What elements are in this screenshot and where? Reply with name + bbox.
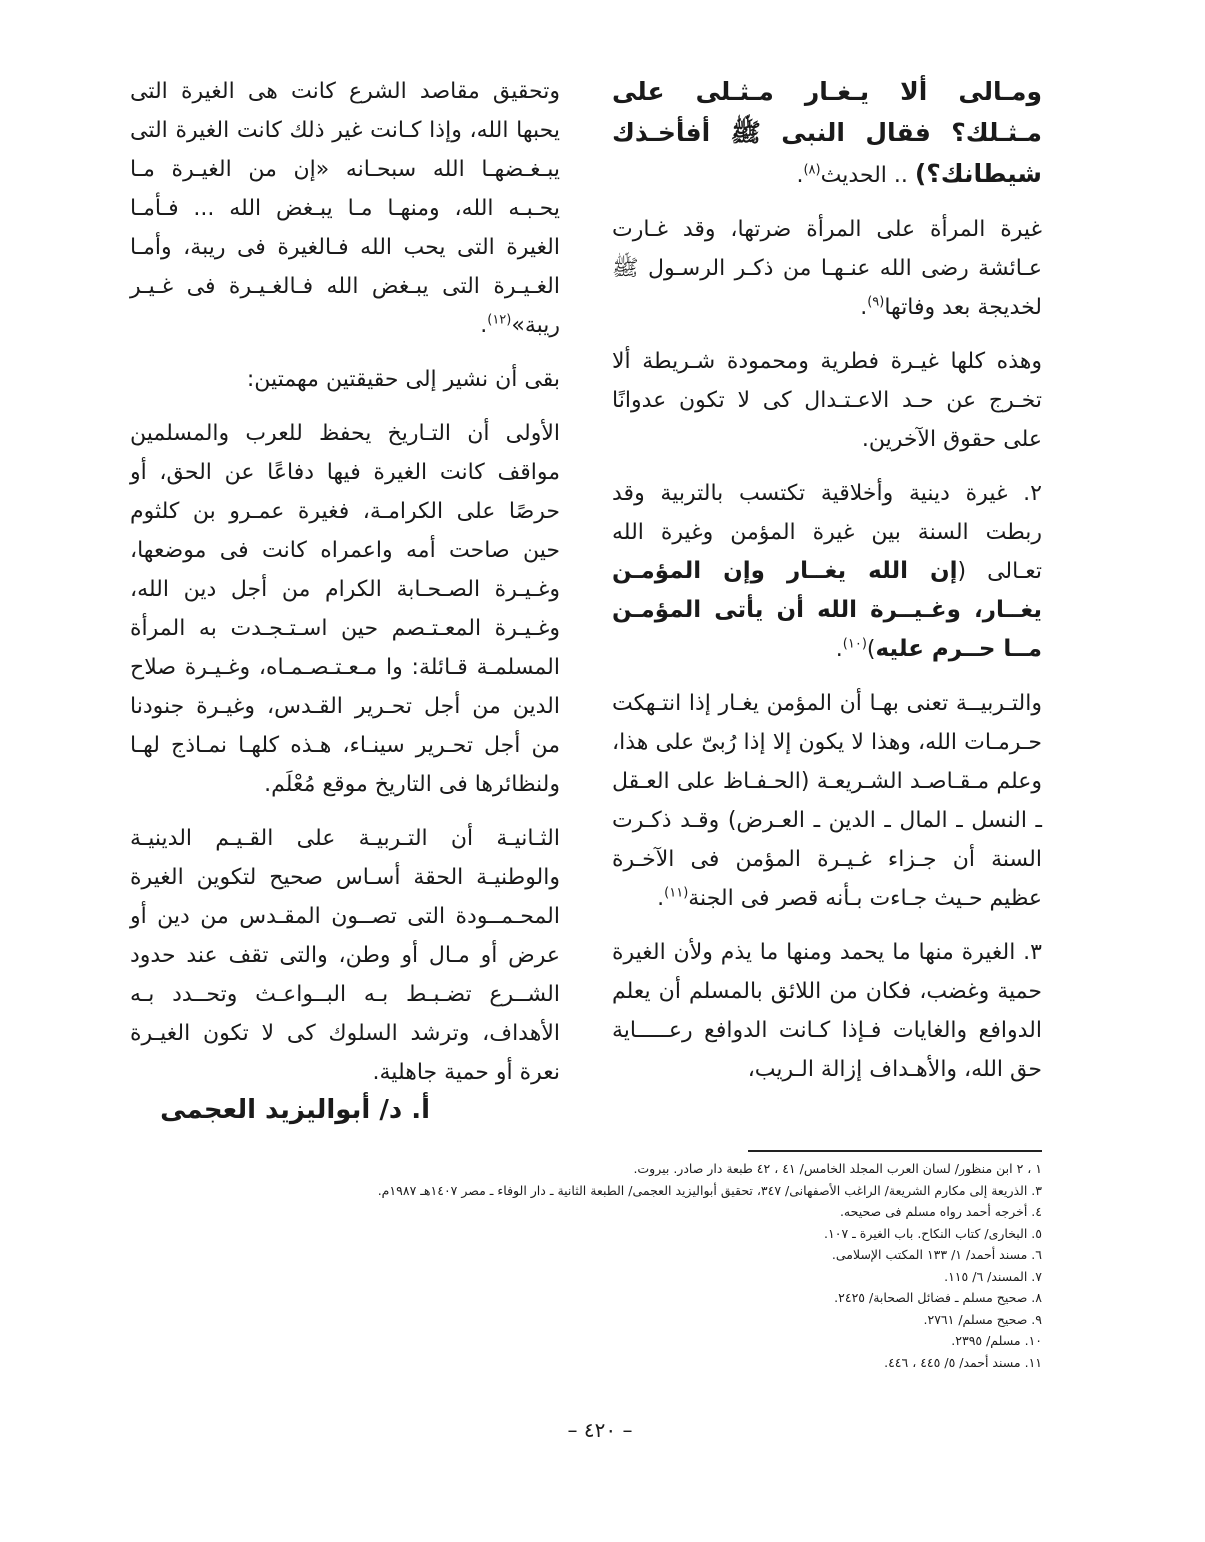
paragraph-text: الأولى أن التـاريخ يحفظ للعرب والمسلمين مواقف كانت الغيرة فيها دفاعًا عن الحق، أو حرصًا على الكرامـة، فغيرة عمـرو بن كلثوم حين صاحت أمه واعمراه كانت فى موضعها، وغـيـرة الصـحـابة الكرام من أجل دين الله، وغـيـرة المعـتـصم حين اسـتـجـدت به المرأة المسلمـة قـائلة: وا مـعـتـصـمـاه، وغـيـرة صلاح الدين من أجل تحـرير القـدس، وغيـرة جنودنا من أجل تحـرير سينـاء، هـذه كلهـا نمـاذج لهـا ولنظائرها فى التاريخ موقع مُعْلَم. [130, 421, 560, 797]
footnote-item: ٥. البخارى/ كتاب النكاح. باب الغيرة ـ ١٠٧. [824, 1225, 1042, 1241]
punctuation: . [835, 637, 843, 662]
hadith-quote: إن الله يغــار وإن المؤمـن يغــار، وغـيــرة الله أن يأتى المؤمـن مــا حــرم عليه [612, 558, 1042, 662]
right-column [612, 72, 1042, 1104]
punctuation: . [860, 295, 868, 320]
footnote-item: ١١. مسند أحمد/ ٥/ ٤٤٥ ، ٤٤٦. [884, 1354, 1042, 1370]
left-column [130, 72, 560, 1107]
paragraph-text: الثـانيـة أن التـربيـة على القـيـم الدينيـة والوطنيـة الحقة أسـاس صحيح لتكوين الغيرة المحـمــودة التى تصــون المقـدس من دين أو عرض أو مـال أو وطن، والتى تقف عند حدود الشــرع تضـبـط بـه البــواعـث وتحــدد بـه الأهداف، وترشد السلوك كى لا تكون الغيـرة نعرة أو حمية جاهلية. [130, 826, 560, 1085]
footnote-ref[interactable]: (١١) [664, 885, 689, 901]
paragraph-text: غيرة المرأة على المرأة ضرتها، وقد غـارت عـائشة رضى الله عنـهـا من ذكـر الرسـول ﷺ لخديجة بعد وفاتها [612, 217, 1042, 320]
hadith-quote: ومـالى ألا يـغـار مـثـلى على مـثـلك؟ فقال النبى ﷺ أفأخـذك شيطانك؟) [612, 77, 1042, 188]
footnote-item: ٤. أخرجه أحمد رواه مسلم فى صحيحه. [839, 1204, 1042, 1219]
footnote-item: ١٠. مسلم/ ٢٣٩٥. [951, 1333, 1042, 1348]
punctuation: . [796, 163, 804, 188]
author-signature: أ. د/ أبواليزيد العجمى [160, 1095, 430, 1125]
paragraph-text: وهذه كلها غيـرة فطرية ومحمودة شـريطة ألا تخـرج عن حـد الاعـتـدال كى لا تكون عدوانًا على حقوق الآخرين. [612, 349, 1042, 452]
footnote-ref[interactable]: (١٠) [842, 636, 867, 652]
paragraph-text: ٢. غيرة دينية وأخلاقية تكتسب بالتربية وقد ربطت السنة بين غيرة المؤمن وغيرة الله تعـالى ( [612, 481, 1042, 584]
paragraph [130, 360, 560, 399]
punctuation: ) [866, 637, 876, 662]
paragraph [612, 72, 1042, 195]
footnote-ref[interactable]: (٨) [803, 162, 821, 178]
footnote-item: ٧. المسند/ ٦/ ١١٥. [944, 1268, 1042, 1284]
footnote-ref[interactable]: (١٢) [487, 312, 512, 328]
footnote-item: ٩. صحيح مسلم/ ٢٧٦١. [923, 1311, 1042, 1327]
punctuation: . [480, 313, 488, 338]
footnote-ref[interactable]: (٩) [867, 294, 885, 310]
paragraph [612, 474, 1042, 669]
paragraph-text: ٣. الغيرة منها ما يحمد ومنها ما يذم ولأن الغيرة حمية وغضب، فكان من اللائق بالمسلم أن يعلم الدوافع والغايات فـإذا كـانت الدوافع رعـــــاية حق الله، والأهـداف إزالة الـريب، [612, 940, 1042, 1082]
paragraph [130, 72, 560, 345]
footnote-item: ٣. الذريعة إلى مكارم الشريعة/ الراغب الأصفهانى/ ٣٤٧، تحقيق أبواليزيد العجمى/ الطبعة الثانية ـ دار الوفاء ـ مصر ١٤٠٧هـ ١٩٨٧م. [377, 1182, 1042, 1198]
footnotes [180, 1158, 1042, 1373]
paragraph [612, 210, 1042, 327]
paragraph [612, 933, 1042, 1089]
footnote-item: ١ ، ٢ ابن منظور/ لسان العرب المجلد الخامس/ ٤١ ، ٤٢ طبعة دار صادر. بيروت. [633, 1161, 1042, 1176]
paragraph [612, 684, 1042, 918]
footnote-item: ٦. مسند أحمد/ ١/ ١٣٣ المكتب الإسلامى. [831, 1247, 1042, 1262]
paragraph-text: .. الحديث [820, 163, 908, 188]
paragraph-text: بقى أن نشير إلى حقيقتين مهمتين: [246, 367, 560, 392]
footnote-item: ٨. صحيح مسلم ـ فضائل الصحابة/ ٢٤٢٥. [834, 1290, 1042, 1305]
paragraph-text: وتحقيق مقاصد الشرع كانت هى الغيرة التى يحبها الله، وإذا كـانت غير ذلك كانت الغيرة التى يبـغـضهـا الله سبحـانه «إن من الغيـرة مـا يحـبـه الله، ومنهـا مـا يبـغض الله ... فـأمـا الغيرة التى يحب الله فـالغيرة فى ريبة، وأمـا الغـيـرة التى يبـغض الله فـالغـيـرة فى غـيـر ريبة» [130, 79, 560, 338]
paragraph [130, 414, 560, 804]
paragraph-text: والتـربيــة تعنى بهـا أن المؤمن يغـار إذا انتـهكت حـرمـات الله، وهذا لا يكون إلا إذا رُبىّ على هذا، وعلم مـقـاصـد الشـريعـة (الحـفـاظ على العـقل ـ النسل ـ المال ـ الدين ـ العـرض) وقـد ذكـرت السنة أن جـزاء غـيـرة المؤمن فى الآخـرة عظيم حـيث جـاءت بـأنه قصر فى الجنة [612, 691, 1042, 911]
page-number: – ٤٢٠ – [567, 1418, 633, 1442]
footnote-divider [748, 1150, 1042, 1152]
paragraph [612, 342, 1042, 459]
paragraph [130, 819, 560, 1092]
punctuation: . [657, 886, 665, 911]
